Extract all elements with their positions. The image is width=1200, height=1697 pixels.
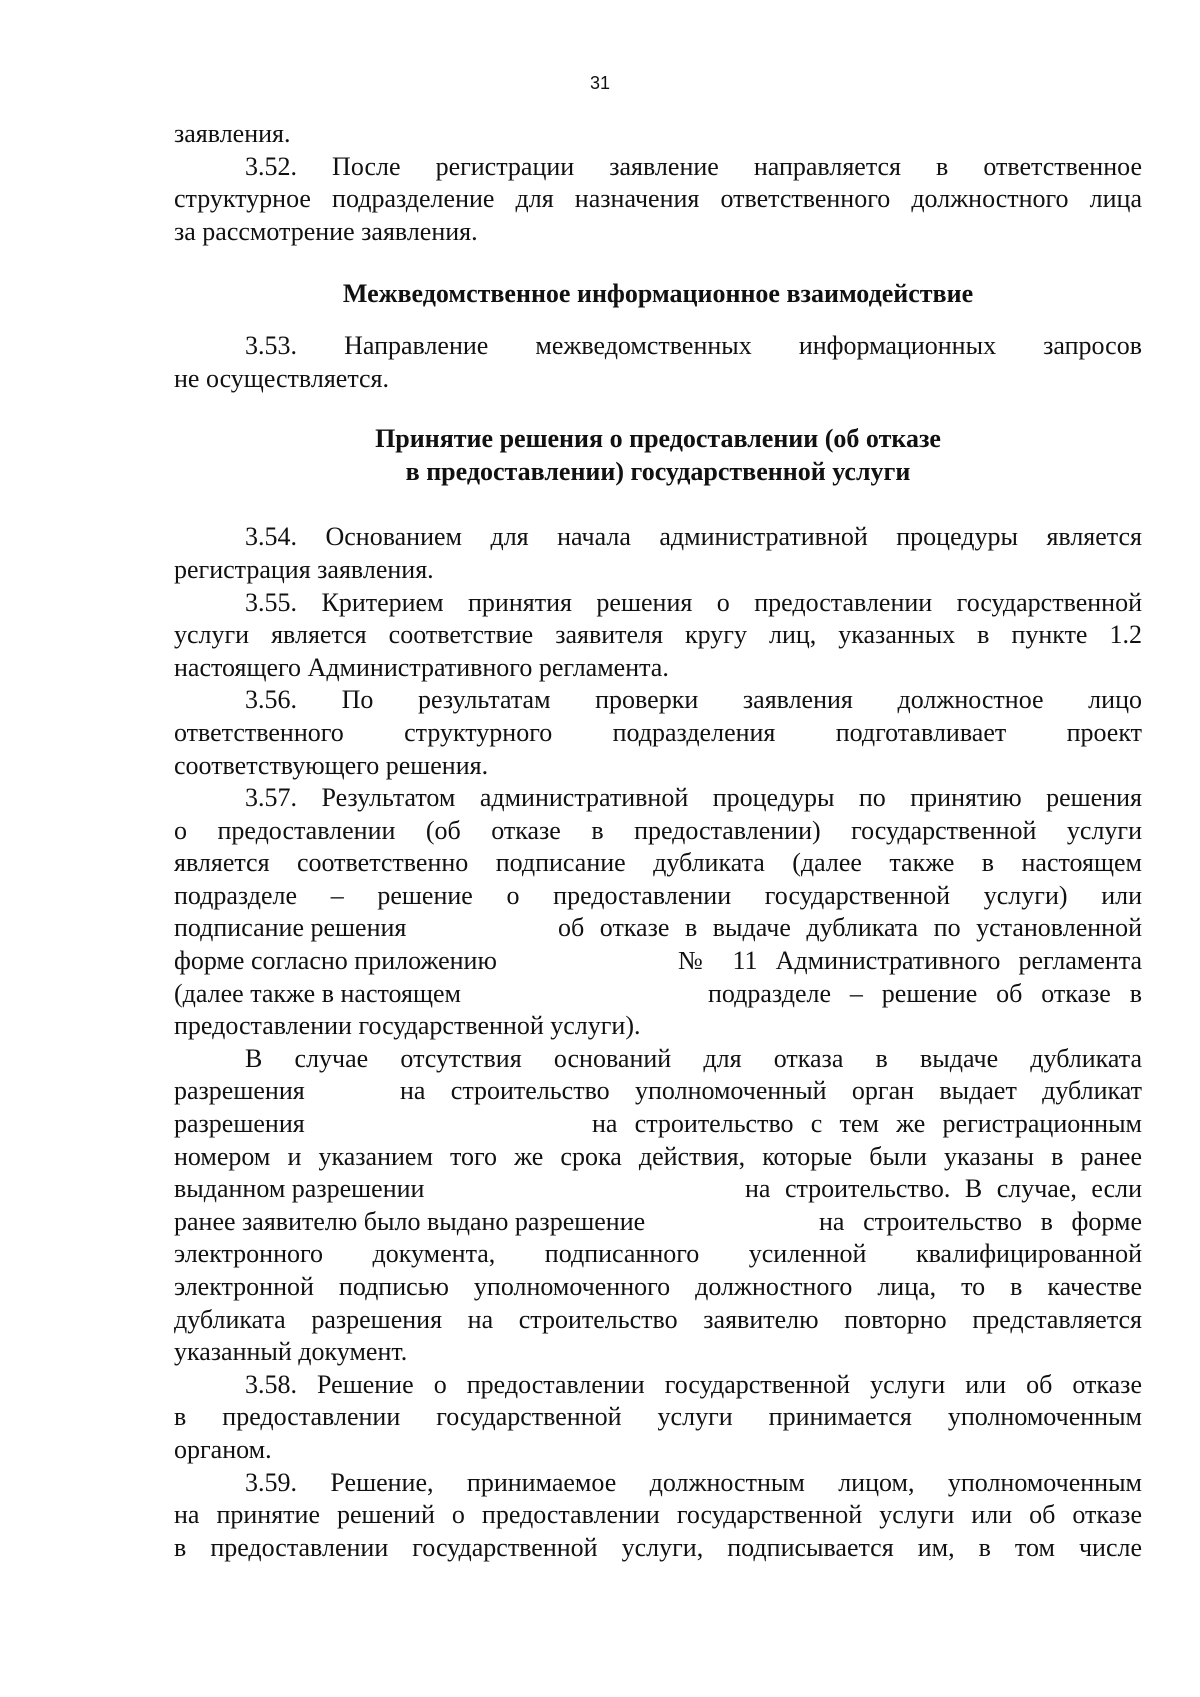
paragraph-3-59: 3.59. Решение, принимаемое должностным лицом, уполномоченным — [245, 1467, 1142, 1497]
paragraph-3-54: 3.54. Основанием для начала административной процедуры является — [245, 522, 1142, 552]
paragraph-3-53: 3.53. Направление межведомственных информационных запросов — [245, 330, 1142, 360]
text-line — [174, 945, 1142, 978]
text-line: структурное подразделение для назначения ответственного должностного лица — [174, 184, 1142, 214]
text-line — [174, 1173, 1142, 1206]
text-segment: на строительство. В случае, если — [745, 1174, 1142, 1204]
text-line: в предоставлении государственной услуги принимается уполномоченным — [174, 1402, 1142, 1432]
text-line: за рассмотрение заявления. — [174, 216, 478, 246]
text-line — [174, 912, 1142, 945]
text-segment: подразделе – решение об отказе в — [708, 978, 1142, 1008]
text-line — [174, 1108, 1142, 1141]
text-segment: выданном разрешении — [174, 1174, 425, 1204]
paragraph-3-56: 3.56. По результатам проверки заявления должностное лицо — [245, 685, 1142, 715]
paragraph-3-57: 3.57. Результатом административной процедуры по принятию решения — [245, 783, 1142, 813]
text-line: настоящего Административного регламента. — [174, 652, 669, 682]
text-line: является соответственно подписание дубликата (далее также в настоящем — [174, 848, 1142, 878]
text-segment: форме согласно приложению — [174, 946, 497, 976]
paragraph-3-58: 3.58. Решение о предоставлении государственной услуги или об отказе — [245, 1369, 1142, 1399]
text-line: не осуществляется. — [174, 363, 389, 393]
text-segment: на строительство в форме — [819, 1206, 1142, 1236]
text-line: услуги является соответствие заявителя кругу лиц, указанных в пункте 1.2 — [174, 620, 1142, 650]
text-segment: подписание решения — [174, 913, 407, 943]
page-number: 31 — [589, 73, 611, 93]
text-segment: на строительство с тем же регистрационным — [592, 1109, 1142, 1139]
text-segment: ранее заявителю было выдано разрешение — [174, 1206, 646, 1236]
text-segment: (далее также в настоящем — [174, 978, 461, 1008]
text-segment: разрешения — [174, 1109, 305, 1139]
text-line: о предоставлении (об отказе в предоставлении) государственной услуги — [174, 815, 1142, 845]
text-line: ответственного структурного подразделения подготавливает проект — [174, 717, 1142, 747]
text-segment: № 11 Административного регламента — [678, 946, 1142, 976]
text-segment: на строительство уполномоченный орган выдает дубликат — [400, 1076, 1142, 1106]
text-line: соответствующего решения. — [174, 750, 489, 780]
text-line — [174, 1075, 1142, 1108]
paragraph-3-52: 3.52. После регистрации заявление направляется в ответственное — [245, 151, 1142, 181]
paragraph-3-55: 3.55. Критерием принятия решения о предоставлении государственной — [245, 587, 1142, 617]
text-line: заявления. — [174, 119, 291, 148]
text-line — [174, 978, 1142, 1011]
text-line: регистрация заявления. — [174, 554, 434, 584]
text-line: органом. — [174, 1434, 272, 1464]
text-segment: разрешения — [174, 1076, 305, 1106]
text-line: электронной подписью уполномоченного должностного лица, то в качестве — [174, 1272, 1142, 1301]
section-heading-interagency: Межведомственное информационное взаимодействие — [342, 279, 974, 309]
section-heading-decision-cont: в предоставлении) государственной услуги — [405, 456, 911, 486]
text-line: подразделе – решение о предоставлении государственной услуги) или — [174, 880, 1142, 910]
text-segment: об отказе в выдаче дубликата по установленной — [558, 913, 1142, 943]
text-line: указанный документ. — [174, 1337, 408, 1367]
text-line: электронного документа, подписанного усиленной квалифицированной — [174, 1239, 1142, 1269]
text-line: номером и указанием того же срока действия, которые были указаны в ранее — [174, 1141, 1142, 1171]
text-line: предоставлении государственной услуги). — [174, 1011, 641, 1041]
text-line: на принятие решений о предоставлении государственной услуги или об отказе — [174, 1500, 1142, 1530]
paragraph-duplicate: В случае отсутствия оснований для отказа в выдаче дубликата — [245, 1043, 1142, 1073]
document-body — [174, 118, 1142, 1564]
text-line — [174, 1206, 1142, 1239]
section-heading-decision: Принятие решения о предоставлении (об отказе — [375, 424, 941, 454]
text-line: в предоставлении государственной услуги, подписывается им, в том числе — [174, 1532, 1142, 1562]
text-line: дубликата разрешения на строительство заявителю повторно представляется — [174, 1304, 1142, 1334]
